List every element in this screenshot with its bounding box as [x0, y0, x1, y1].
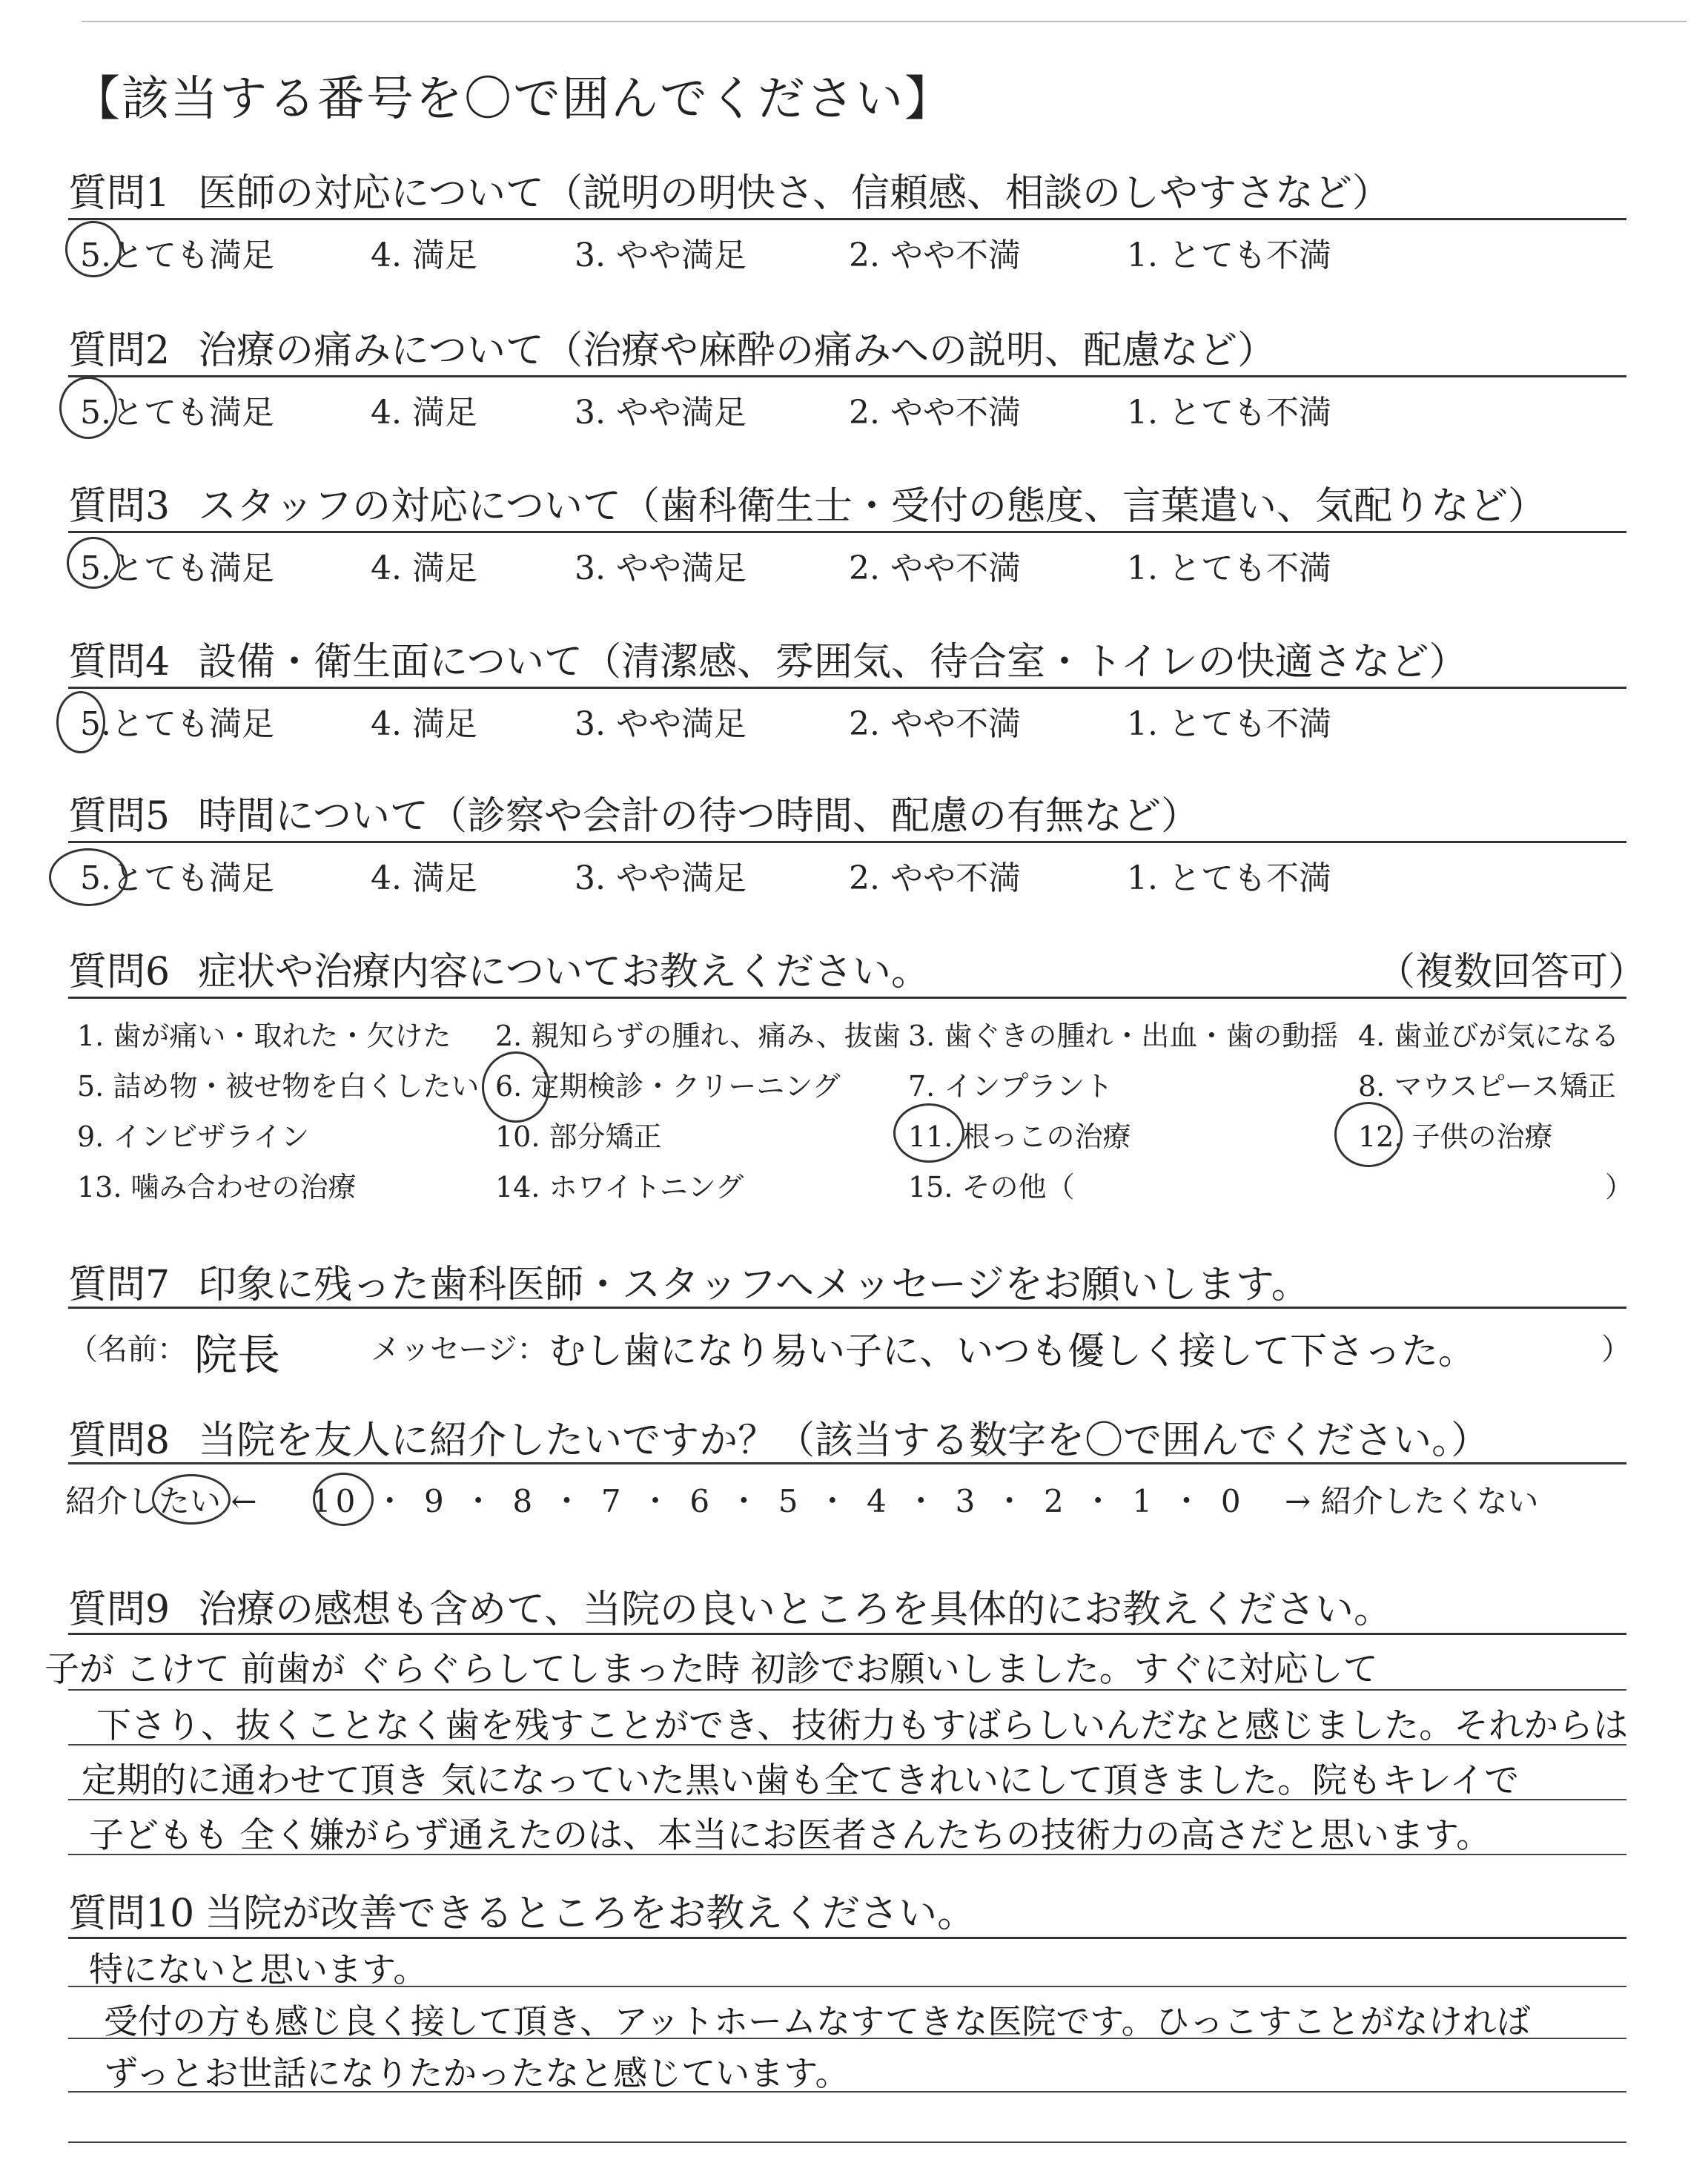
question-number: 質問3 [68, 484, 171, 529]
rating-option-2[interactable]: 2. やや不満 [849, 549, 1021, 587]
question-text: 時間について（診察や会計の待つ時間、配慮の有無など） [198, 794, 1200, 839]
symptom-option[interactable]: 9. インビザライン [77, 1120, 310, 1153]
selection-circle [59, 377, 117, 439]
rating-option-2[interactable]: 2. やや不満 [849, 859, 1021, 897]
multiple-answer-note: （複数回答可） [1377, 950, 1647, 994]
symptom-option[interactable]: 11. 根っこの治療 [908, 1120, 1131, 1153]
answer-rule [68, 2038, 1626, 2039]
rating-option-4[interactable]: 4. 満足 [371, 859, 477, 897]
question-text: 治療の感想も含めて、当院の良いところを具体的にお教えください。 [198, 1588, 1393, 1632]
selection-circle [56, 691, 105, 753]
selection-circle [1334, 1102, 1403, 1167]
heading-rule [68, 375, 1626, 377]
recommend-right-label: → 紹介したくない [1284, 1483, 1539, 1519]
symptom-option[interactable]: 2. 親知らずの腫れ、痛み、抜歯 [495, 1020, 901, 1052]
answer-rule [68, 1986, 1626, 1987]
answer-rule [68, 1689, 1626, 1691]
question-number: 質問10 [68, 1892, 195, 1936]
heading-rule [68, 1937, 1626, 1939]
symptom-option[interactable]: 3. 歯ぐきの腫れ・出血・歯の動揺 [908, 1020, 1339, 1052]
question-text: 設備・衛生面について（清潔感、雰囲気、待合室・トイレの快適さなど） [198, 640, 1468, 684]
question-heading [68, 785, 1199, 840]
question-text: 医師の対応について（説明の明快さ、信頼感、相談のしやすさなど） [198, 171, 1391, 216]
answer-line: 定期的に通わせて頂き 気になっていた黒い歯も全てきれいにして頂きました。院もキレイで [82, 1760, 1520, 1801]
symptom-option[interactable]: 6. 定期検診・クリーニング [495, 1070, 841, 1103]
answer-line: ずっとお世話になりたかったなと感じています。 [104, 2053, 850, 2093]
answer-line: 受付の方も感じ良く接して頂き、アットホームなすてきな医院です。ひっこすことがなければ [104, 2001, 1531, 2041]
symptom-option[interactable]: 13. 噛み合わせの治療 [77, 1171, 357, 1203]
rating-option-3[interactable]: 3. やや満足 [575, 549, 747, 587]
answer-rule [68, 1854, 1626, 1855]
recommend-scale[interactable]: 10 ・ 9 ・ 8 ・ 7 ・ 6 ・ 5 ・ 4 ・ 3 ・ 2 ・ 1 ・ 0 [311, 1483, 1245, 1519]
question-heading [68, 319, 1276, 374]
page-title: 【該当する番号を〇で囲んでください】 [73, 72, 953, 127]
question-heading [68, 475, 1546, 530]
question-number: 質問5 [68, 794, 171, 839]
rating-option-3[interactable]: 3. やや満足 [575, 859, 747, 897]
symptom-option[interactable]: 7. インプラント [908, 1070, 1113, 1103]
symptom-option[interactable]: 14. ホワイトニング [495, 1171, 744, 1203]
answer-line: 下さり、抜くことなく歯を残すことができ、技術力もすばらしいんだなと感じました。それからは [96, 1705, 1629, 1746]
question-heading [68, 1409, 1489, 1464]
answer-line: 子が こけて 前歯が ぐらぐらしてしまった時 初診でお願いしました。すぐに対応して [44, 1649, 1378, 1690]
question-heading [68, 1253, 1310, 1309]
rating-option-5[interactable]: 5.とても満足 [80, 394, 274, 432]
selection-circle [67, 537, 120, 589]
question-heading [68, 630, 1467, 686]
selection-circle [152, 1474, 231, 1525]
question-number: 質問6 [68, 950, 171, 994]
answer-rule [68, 1799, 1626, 1800]
question-number: 質問2 [68, 328, 171, 373]
rating-option-4[interactable]: 4. 満足 [371, 705, 477, 743]
question-text: 当院が改善できるところをお教えください。 [205, 1892, 976, 1936]
answer-rule [68, 2141, 1626, 2143]
answer-line: 特にないと思います。 [89, 1949, 428, 1989]
answer-rule [68, 2091, 1626, 2093]
other-close-paren: ） [1605, 1171, 1634, 1203]
rating-option-3[interactable]: 3. やや満足 [575, 705, 747, 743]
symptom-option[interactable]: 1. 歯が痛い・取れた・欠けた [77, 1020, 451, 1052]
heading-rule [68, 687, 1626, 689]
message-close-paren: ） [1601, 1332, 1631, 1367]
selection-circle [482, 1051, 550, 1123]
answer-line: 子どもも 全く嫌がらず通えたのは、本当にお医者さんたちの技術力の高さだと思います。 [89, 1815, 1492, 1856]
message-label: メッセージ： [371, 1332, 547, 1367]
selection-circle [49, 848, 128, 906]
recommend-left-label: 紹介したい ← [65, 1483, 257, 1519]
rating-option-4[interactable]: 4. 満足 [371, 237, 477, 274]
symptom-option[interactable]: 4. 歯並びが気になる [1358, 1020, 1620, 1052]
question-number: 質問1 [68, 171, 171, 216]
rating-option-5[interactable]: 5.とても満足 [80, 549, 274, 587]
recommend-scale-row [65, 1477, 1539, 1522]
question-heading [68, 1882, 976, 1938]
heading-rule [68, 841, 1626, 843]
heading-rule [68, 1633, 1626, 1635]
rating-option-1[interactable]: 1. とても不満 [1127, 394, 1331, 432]
rating-option-2[interactable]: 2. やや不満 [849, 237, 1021, 274]
heading-rule [68, 1462, 1626, 1464]
question-text: 症状や治療内容についてお教えください。 [198, 950, 930, 994]
question-number: 質問7 [68, 1263, 171, 1307]
symptom-option[interactable]: 8. マウスピース矯正 [1358, 1070, 1616, 1103]
rating-option-5[interactable]: 5.とても満足 [80, 705, 274, 743]
name-label: （名前： [68, 1332, 187, 1367]
heading-rule [68, 218, 1626, 220]
rating-option-4[interactable]: 4. 満足 [371, 549, 477, 587]
answer-rule [68, 1744, 1626, 1745]
rating-option-1[interactable]: 1. とても不満 [1127, 237, 1331, 274]
rating-option-2[interactable]: 2. やや不満 [849, 705, 1021, 743]
question-heading [68, 1578, 1392, 1634]
question-number: 質問8 [68, 1418, 171, 1463]
heading-rule [68, 1307, 1626, 1309]
rating-option-1[interactable]: 1. とても不満 [1127, 549, 1331, 587]
heading-rule [68, 997, 1626, 999]
heading-rule [68, 531, 1626, 533]
rating-option-5[interactable]: 5.とても満足 [80, 237, 274, 274]
name-value[interactable]: 院長 [194, 1330, 281, 1380]
rating-option-1[interactable]: 1. とても不満 [1127, 705, 1331, 743]
rating-option-5[interactable]: 5.とても満足 [80, 859, 274, 897]
message-value[interactable]: むし歯になり易い子に、いつも優しく接して下さった。 [549, 1330, 1475, 1373]
question-text: 印象に残った歯科医師・スタッフへメッセージをお願いします。 [198, 1263, 1310, 1307]
top-border [82, 21, 1687, 22]
question-heading [68, 940, 1647, 996]
question-number: 質問4 [68, 640, 171, 684]
question-text: 治療の痛みについて（治療や麻酔の痛みへの説明、配慮など） [198, 328, 1277, 373]
rating-option-4[interactable]: 4. 満足 [371, 394, 477, 432]
selection-circle [893, 1103, 964, 1163]
question-text: スタッフの対応について（歯科衛生士・受付の態度、言葉遣い、気配りなど） [198, 484, 1547, 529]
rating-option-3[interactable]: 3. やや満足 [575, 237, 747, 274]
symptom-option[interactable]: 15. その他（ [908, 1171, 1075, 1203]
question-heading [68, 162, 1391, 217]
question-text: 当院を友人に紹介したいですか？（該当する数字を〇で囲んでください。） [198, 1418, 1490, 1463]
symptom-option[interactable]: 5. 詰め物・被せ物を白くしたい [77, 1070, 480, 1103]
symptom-option[interactable]: 10. 部分矯正 [495, 1120, 662, 1153]
rating-option-2[interactable]: 2. やや不満 [849, 394, 1021, 432]
rating-option-1[interactable]: 1. とても不満 [1127, 859, 1331, 897]
selection-circle [65, 221, 122, 277]
selection-circle [313, 1473, 374, 1526]
symptom-option[interactable]: 12. 子供の治療 [1358, 1120, 1553, 1153]
rating-option-3[interactable]: 3. やや満足 [575, 394, 747, 432]
question-number: 質問9 [68, 1588, 171, 1632]
